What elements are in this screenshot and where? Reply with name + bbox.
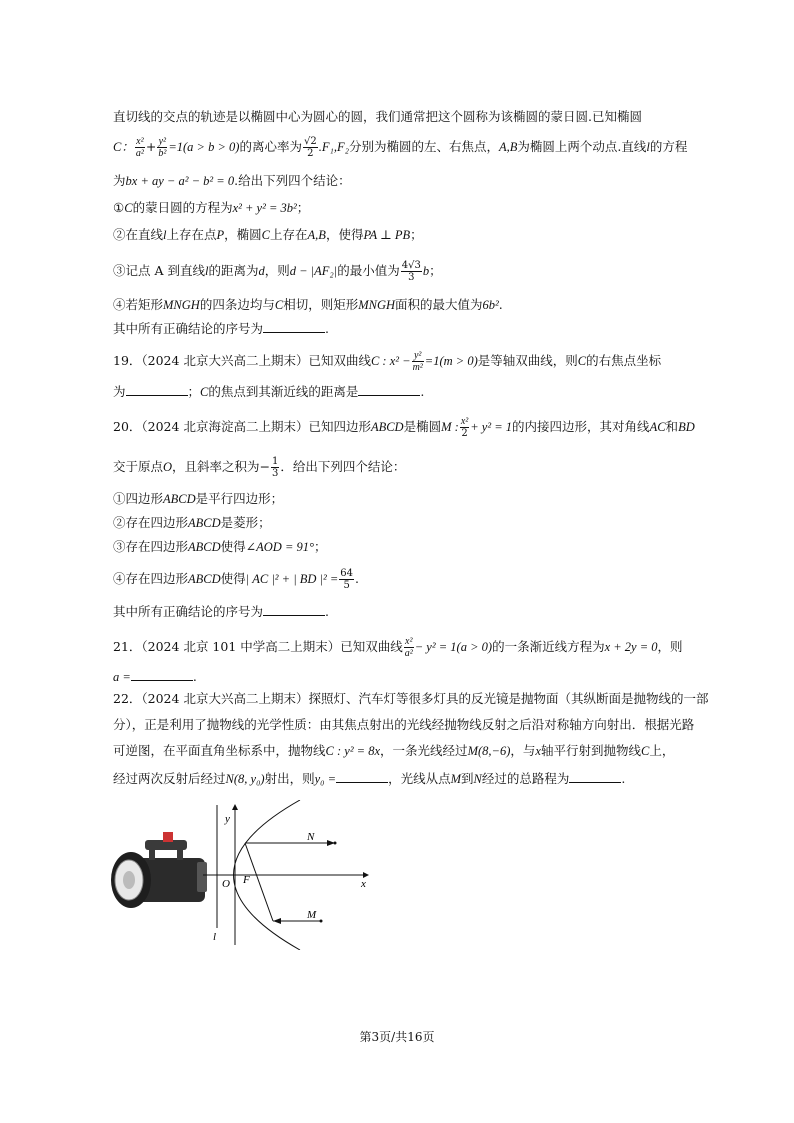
ellipse-eq: =1(a > b > 0) <box>168 140 240 154</box>
axis-y-label: y <box>225 813 230 825</box>
parabola-figure <box>105 800 375 953</box>
q21-line-1: 21．（2024 北京 101 中学高二上期末）已知双曲线 $\frac{\text{x²}}{\text{a²}}$ − y² = 1(a > 0)的一条渐近线方程为x + 2y = 0，则 <box>113 636 683 659</box>
q18-answer-line: 其中所有正确结论的序号为 . <box>113 321 329 336</box>
M-label: M <box>307 909 317 921</box>
q22-line-3: 可逆图，在平面直角坐标系中，抛物线C : y² = 8x，一条光线经过M(8,−6)，与x轴平行射到抛物线C上， <box>113 743 675 758</box>
q20-conclusion-3: ③存在四边形ABCD使得∠AOD = 91°； <box>113 539 327 554</box>
conclusion-3: ③记点 A 到直线l的距离为d，则d − |AF₂|的最小值为 $\frac{4√3}{3}$ b； <box>113 260 442 283</box>
q20-line-2: 交于原点O，且斜率之积为− $\frac{1}{3}$ ．给出下列四个结论： <box>113 456 406 479</box>
q19-line-2: 为 ；C的焦点到其渐近线的距离是 . <box>113 384 425 399</box>
ellipse-label: C： <box>113 140 134 154</box>
q22-line-4: 经过两次反射后经过N(8, y₀)射出，则y₀ = ，光线从点M到N经过的总路程为 . <box>113 771 626 786</box>
answer-blank[interactable] <box>263 603 325 616</box>
axis-x-label: x <box>361 878 366 890</box>
parabola-diagram <box>105 800 375 950</box>
q20-answer-line: 其中所有正确结论的序号为 . <box>113 604 329 619</box>
directrix-label: l <box>213 931 217 943</box>
answer-blank[interactable] <box>358 383 420 396</box>
focus-label: F <box>243 874 250 886</box>
min-frac: $\frac{4√3}{3}$ <box>401 260 421 283</box>
answer-blank[interactable] <box>263 320 325 333</box>
intro-line-3: 为bx + ay − a² − b² = 0.给出下列四个结论： <box>113 173 351 188</box>
answer-blank[interactable] <box>126 383 188 396</box>
flashlight-icon <box>111 832 207 908</box>
origin-label: O <box>222 878 230 890</box>
q20-conclusion-2: ②存在四边形ABCD是菱形； <box>113 515 271 530</box>
q19-line-1: 19．（2024 北京大兴高二上期末）已知双曲线C : x² − $\frac{\text{y²}}{\text{m²}}$ =1(m > 0)是等轴双曲线，则C的右焦点坐标 <box>113 350 662 373</box>
answer-blank[interactable] <box>336 770 388 783</box>
frac-x2-a2: $\frac{\text{x²}}{\text{a²}}$ <box>404 636 413 659</box>
q21-line-2: a = . <box>113 669 197 684</box>
page-footer: 第3页/共16页 <box>359 1030 435 1044</box>
sum-frac: $\frac{64}{5}$ <box>340 568 354 591</box>
intro-text: 直切线的交点的轨迹是以椭圆中心为圆心的圆，我们通常把这个圆称为该椭圆的蒙日圆.已知椭圆 <box>113 109 642 124</box>
q20-conclusion-1: ①四边形ABCD是平行四边形； <box>113 491 284 506</box>
N-label: N <box>307 831 315 843</box>
conclusion-2: ②在直线l上存在点P，椭圆C上存在A,B，使得PA ⊥ PB； <box>113 227 423 242</box>
frac-y2-m2: $\frac{\text{y²}}{\text{m²}}$ <box>412 350 423 373</box>
point-M <box>320 920 323 923</box>
line-eq: bx + ay − a² − b² = 0 <box>125 174 235 188</box>
answer-blank[interactable] <box>569 770 621 783</box>
ecc-frac: $\frac{√2}{2}$ <box>303 136 317 159</box>
q20-line-1: 20．（2024 北京海淀高二上期末）已知四边形ABCD是椭圆M : $\frac{\text{x²}}{2}$ + y² = 1的内接四边形，其对角线AC和BD <box>113 416 695 439</box>
frac-x2-a2: $\frac{\text{x²}}{\text{a²}}$ <box>135 136 144 159</box>
conclusion-1: ①C的蒙日圆的方程为x² + y² = 3b²； <box>113 200 310 215</box>
conclusion-4: ④若矩形MNGH的四条边均与C相切，则矩形MNGH面积的最大值为6b². <box>113 297 503 312</box>
intro-line-1 <box>113 108 642 126</box>
q22-line-1: 22．（2024 北京大兴高二上期末）探照灯、汽车灯等很多灯具的反光镜是抛物面（其纵断面是抛物线的一部 <box>113 691 709 706</box>
slope-frac: $\frac{1}{3}$ <box>272 456 279 479</box>
point-N <box>334 842 337 845</box>
answer-blank[interactable] <box>131 668 193 681</box>
q22-line-2: 分），正是利用了抛物线的光学性质：由其焦点射出的光线经抛物线反射之后沿对称轴方向射出．根据光路 <box>113 717 695 732</box>
intro-line-2: C： $\frac{\text{x²}}{\text{a²}}$ + $\frac{\text{y²}}{\text{b²}}$ =1(a > b > 0)的离心率为 $\frac{√2}{2}$ .F₁,F₂分别为椭圆的左、右焦点，A,B为椭圆上两个动点.直线l的方程 <box>113 136 688 159</box>
frac-y2-b2: $\frac{\text{y²}}{\text{b²}}$ <box>158 136 167 159</box>
q20-conclusion-4: ④存在四边形ABCD使得| AC |² + | BD |² = $\frac{64}{5}$ . <box>113 568 360 591</box>
frac-x2-2: $\frac{\text{x²}}{2}$ <box>460 416 469 439</box>
